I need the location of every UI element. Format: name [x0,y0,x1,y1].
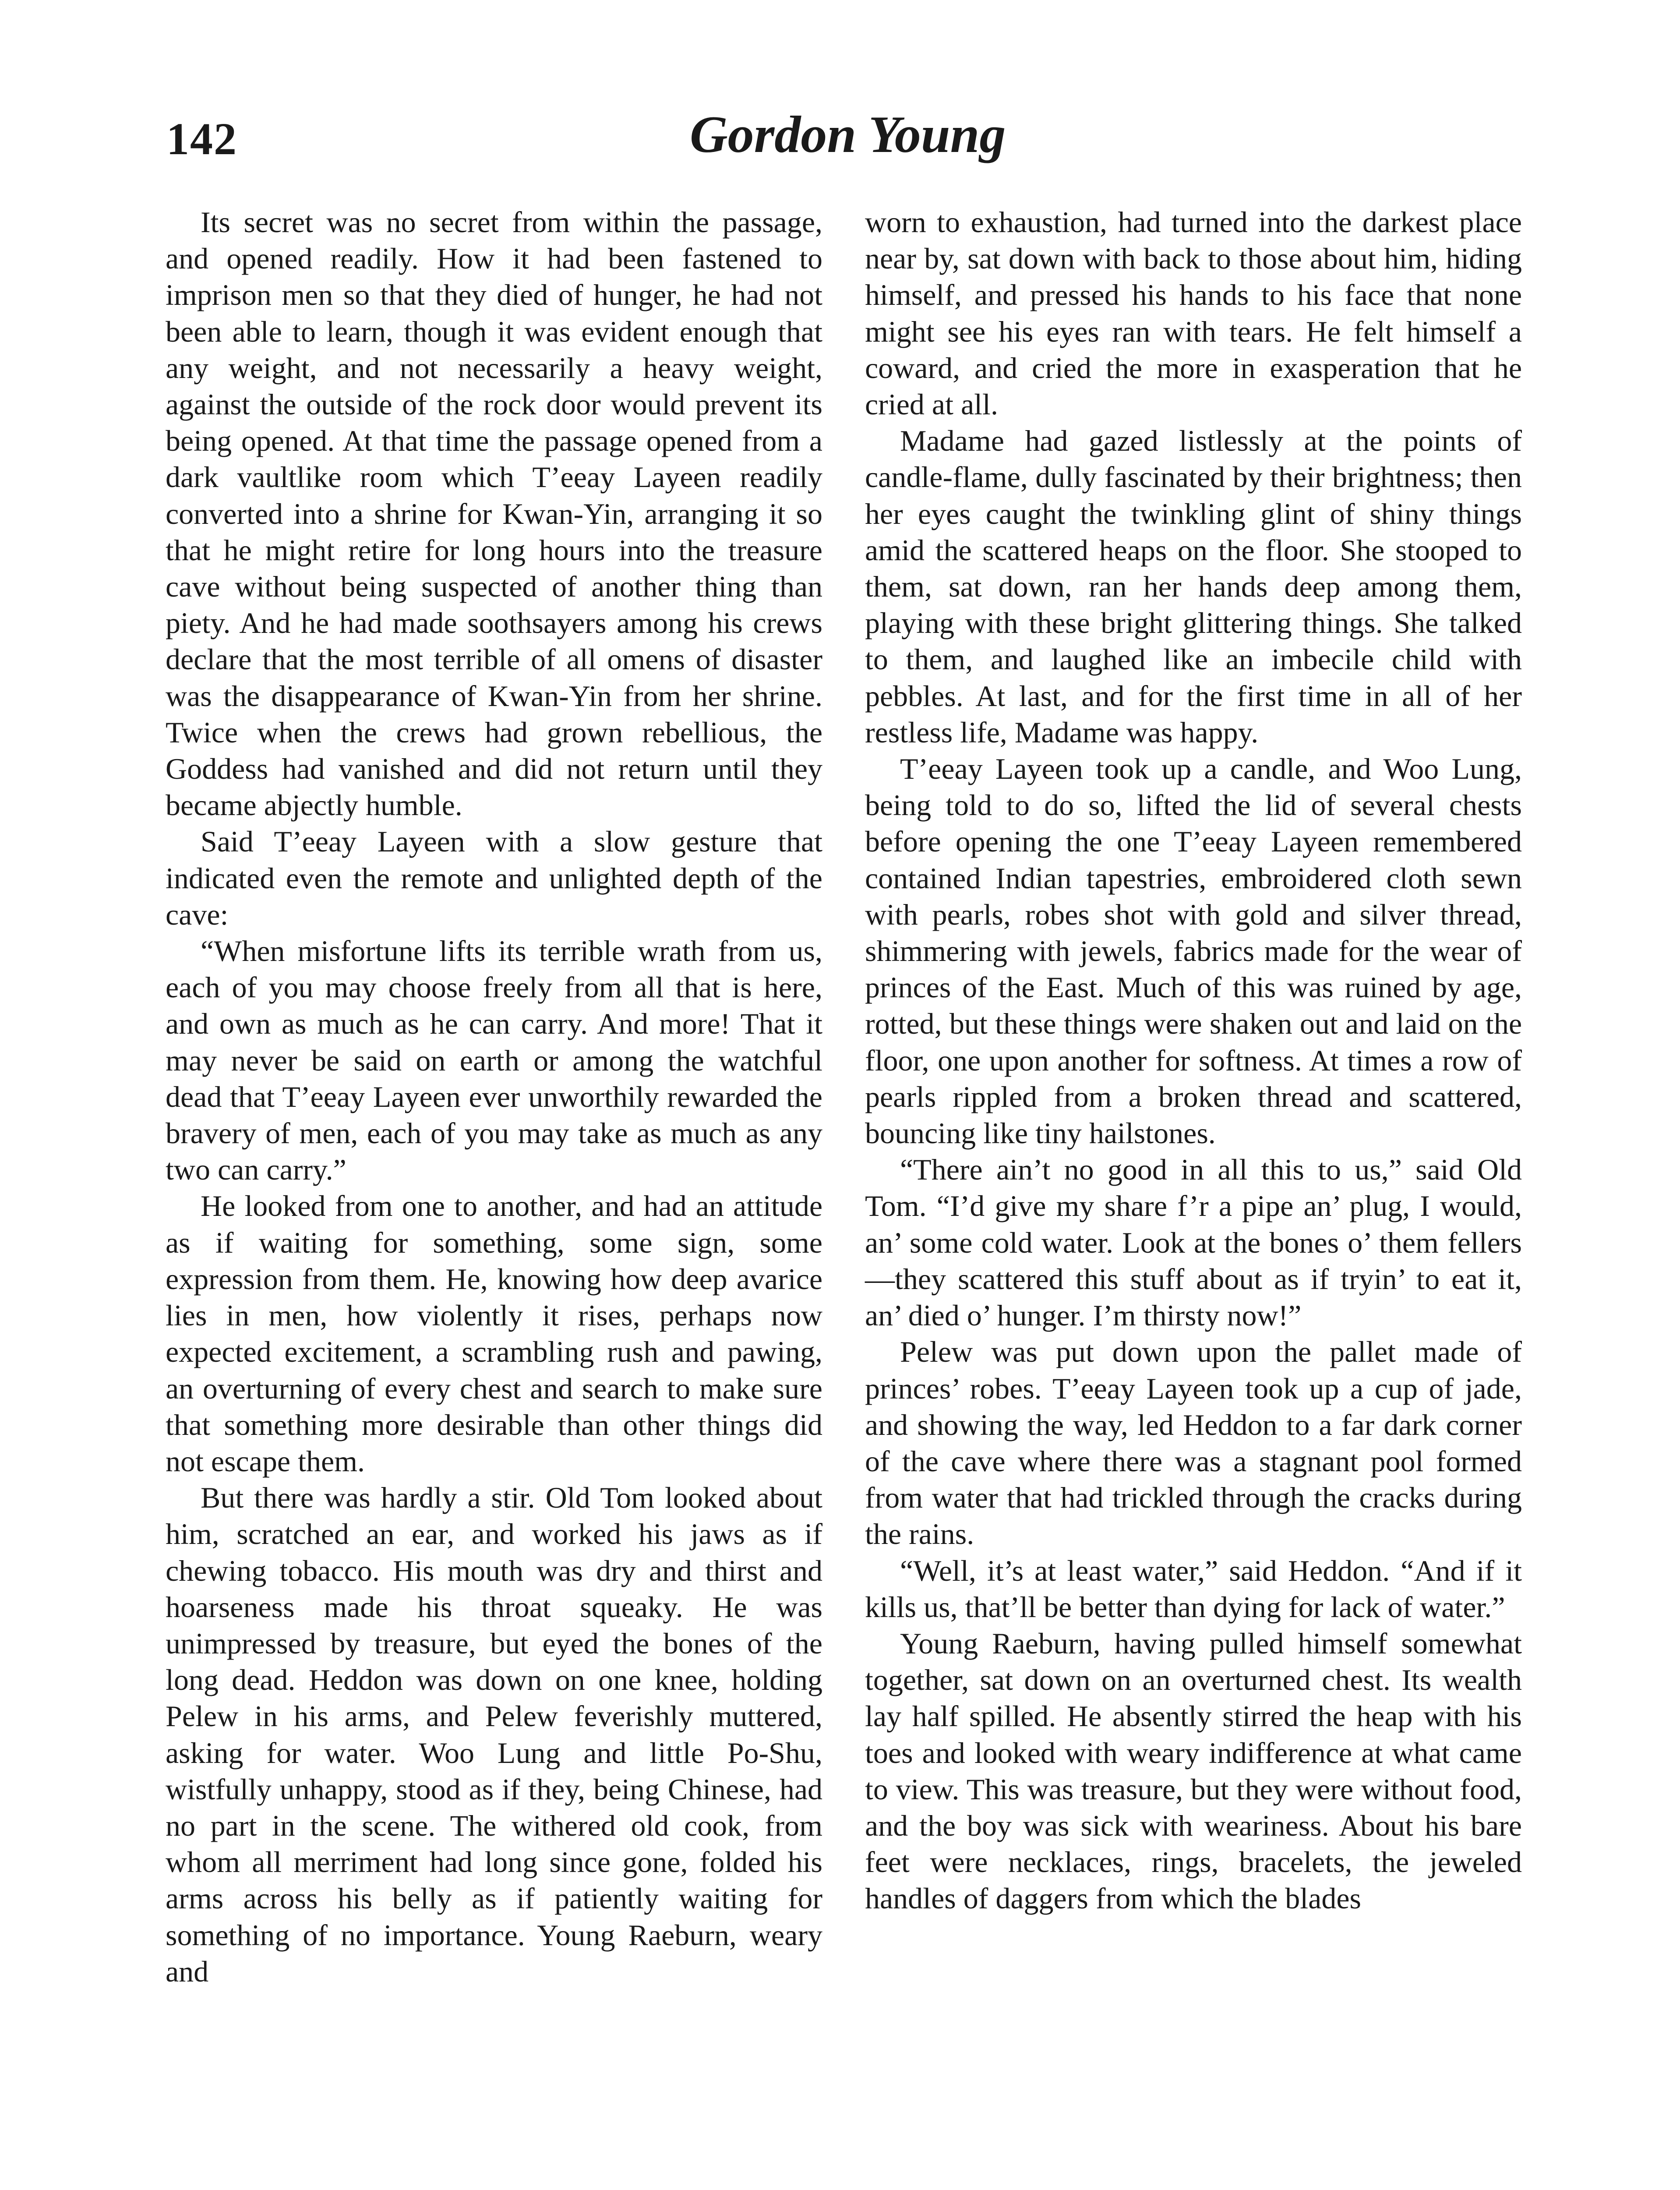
paragraph: “When misfortune lifts its terrible wrath from us, each of you may choose freely from all that is here, and own as much as he can carry. And more! That it may never be said on earth or among the watchful dead that T’eeay Layeen ever unworthily rewarded the bravery of men, each of you may take as much as any two can carry.” [166,934,822,1187]
paragraph: He looked from one to another, and had an attitude as if waiting for something, some sign, some expression from them. He, knowing how deep avarice lies in men, how violently it rises, perhaps now expected excitement, a scrambling rush and pawing, an overturning of every chest and search to make sure that something more desirable than other things did not escape them. [166,1189,822,1478]
paragraph: Pelew was put down upon the pallet made of princes’ robes. T’eeay Layeen took up a cup of jade, and showing the way, led Heddon to a far dark corner of the cave where there was a stagnant pool formed from water that had trickled through the cracks during the rains. [865,1335,1522,1551]
paragraph: Young Raeburn, having pulled himself somewhat together, sat down on an overturned chest. Its wealth lay half spilled. He absently stirred the heap with his toes and looked with weary indifference at what came to view. This was treasure, but they were without food, and the boy was sick with weariness. About his bare feet were necklaces, rings, bracelets, the jeweled handles of daggers from which the blades [865,1626,1522,1915]
running-head: Gordon Young [690,105,1006,163]
left-column [166,204,822,1990]
paragraph: Its secret was no secret from within the passage, and opened readily. How it had been fastened to imprison men so that they died of hunger, he had not been able to learn, though it was evident enough that any weight, and not necessarily a heavy weight, against the outside of the rock door would prevent its being opened. At that time the passage opened from a dark vaultlike room which T’eeay Layeen readily converted into a shrine for Kwan-Yin, arranging it so that he might retire for long hours into the treasure cave without being suspected of another thing than piety. And he had made soothsayers among his crews declare that the most terrible of all omens of disaster was the disappearance of Kwan-Yin from her shrine. Twice when the crews had grown rebellious, the Goddess had vanished and did not return until they became abjectly humble. [166,205,822,822]
paragraph: Said T’eeay Layeen with a slow gesture that indicated even the remote and unlighted depth of the cave: [166,825,822,931]
right-column [865,204,1522,1917]
paragraph: Madame had gazed listlessly at the points of candle-flame, dully fascinated by their brightness; then her eyes caught the twinkling glint of shiny things amid the scattered heaps on the floor. She stooped to them, sat down, ran her hands deep among them, playing with these bright glittering things. She talked to them, and laughed like an imbecile child with pebbles. At last, and for the first time in all of her restless life, Madame was happy. [865,424,1522,749]
paragraph: But there was hardly a stir. Old Tom looked about him, scratched an ear, and worked his jaws as if chewing tobacco. His mouth was dry and thirst and hoarseness made his throat squeaky. He was unimpressed by treasure, but eyed the bones of the long dead. Heddon was down on one knee, holding Pelew in his arms, and Pelew feverishly muttered, asking for water. Woo Lung and little Po-Shu, wistfully unhappy, stood as if they, being Chinese, had no part in the scene. The withered old cook, from whom all merriment had long since gone, folded his arms across his belly as if patiently waiting for something of no importance. Young Raeburn, weary and [166,1481,822,1988]
paragraph: T’eeay Layeen took up a candle, and Woo Lung, being told to do so, lifted the lid of several chests before opening the one T’eeay Layeen remembered contained Indian tapestries, embroidered cloth sewn with pearls, robes shot with gold and silver thread, shimmering with jewels, fabrics made for the wear of princes of the East. Much of this was ruined by age, rotted, but these things were shaken out and laid on the floor, one upon another for softness. At times a row of pearls rippled from a broken thread and scattered, bouncing like tiny hailstones. [865,752,1522,1150]
page-number: 142 [166,114,237,164]
paragraph-continuation: worn to exhaustion, had turned into the darkest place near by, sat down with back to those about him, hiding himself, and pressed his hands to his face that none might see his eyes ran with tears. He felt himself a coward, and cried the more in exasperation that he cried at all. [865,205,1522,421]
paragraph: “Well, it’s at least water,” said Heddon. “And if it kills us, that’ll be better than dying for lack of water.” [865,1554,1522,1624]
paragraph: “There ain’t no good in all this to us,” said Old Tom. “I’d give my share f’r a pipe an’ plug, I would, an’ some cold water. Look at the bones o’ them fellers—they scattered this stuff about as if tryin’ to eat it, an’ died o’ hunger. I’m thirsty now!” [865,1153,1522,1332]
